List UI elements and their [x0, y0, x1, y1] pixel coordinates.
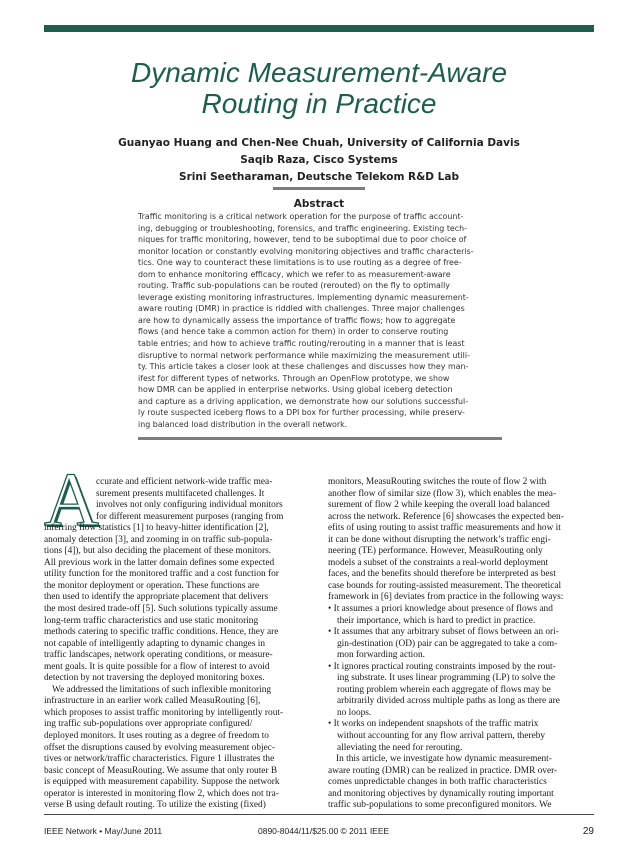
text-line: traffic landscapes, network operating conditions, or measure-	[44, 650, 273, 661]
abstract-line: and capture as a driving application, we demonstrate how our solutions successful-	[138, 396, 469, 406]
abstract-heading: Abstract	[293, 198, 345, 210]
abstract-line: how DMR can be applied in enterprise networks. Using global iceberg detection	[138, 385, 453, 395]
title-line: Dynamic Measurement-Aware	[130, 57, 508, 88]
body-column-left	[44, 477, 316, 812]
abstract-line: aware routing (DMR) in practice is riddled with challenges. Three major challenges	[138, 304, 465, 314]
text-line: their importance, which is hard to predict in practice.	[337, 615, 536, 626]
author-list	[60, 135, 578, 186]
text-line: models a subset of the constraints a real-world deployment	[328, 557, 549, 568]
text-line: inferring flow statistics [1] to heavy-hitter identification [2],	[44, 523, 269, 534]
abstract-line: table entries; and how to achieve traffic routing/rerouting in a manner that is least	[138, 339, 465, 349]
text-line: • It assumes that any arbitrary subset of flows between an ori-	[328, 627, 559, 638]
text-line: gin-destination (OD) pair can be aggregated to take a com-	[337, 638, 558, 649]
abstract-text	[138, 211, 502, 430]
text-line: efits of using routing to assist traffic measurements and how it	[328, 523, 561, 534]
author-line: Srini Seetharaman, Deutsche Telekom R&D Lab	[179, 171, 459, 183]
journal-issue: IEEE Network • May/June 2011	[44, 826, 163, 836]
text-line: the monitor deployment or operation. These functions are	[44, 580, 260, 591]
text-line: case bounds for routing-assisted measurement. The theoretical	[328, 580, 562, 591]
text-line: In this article, we investigate how dynamic measurement-	[336, 754, 552, 765]
text-line: no loops.	[337, 707, 372, 718]
text-line: the most desired trade-off [5]. Such solutions typically assume	[44, 604, 278, 615]
text-line: it can be done without disrupting the network’s traffic engi-	[328, 534, 551, 545]
text-line: framework in [6] deviates from practice in the following ways:	[328, 592, 564, 603]
text-line: anomaly detection [3], and zooming in on traffic sub-popula-	[44, 534, 273, 545]
text-line: detection by not traversing the deployed monitoring boxes.	[44, 673, 265, 684]
author-line: Saqib Raza, Cisco Systems	[240, 154, 398, 166]
text-line: is equipped with measurement capability. Suppose the network	[44, 777, 280, 788]
text-line: ing substrate. It uses linear programming (LP) to solve the	[337, 673, 555, 684]
text-line: surement of flow 2 while keeping the overall load balanced	[328, 500, 550, 511]
text-line: traffic sub-populations to some preconfigured monitors. We	[328, 800, 552, 811]
abstract-line: ing, debugging or troubleshooting, forensics, and traffic engineering. Existing tech-	[138, 223, 467, 233]
text-line: monitors, MeasuRouting switches the route of flow 2 with	[328, 477, 547, 487]
text-line: involves not only configuring individual monitors	[96, 500, 283, 511]
body-column-right	[328, 477, 600, 812]
text-line: tions [4]), but also deciding the placement of these monitors.	[44, 546, 272, 557]
abstract-line: leverage existing monitoring infrastructures. Implementing dynamic measurement-	[138, 292, 469, 302]
text-line: • It assumes a priori knowledge about presence of flows and	[328, 604, 553, 615]
text-line: not capable of intelligently adapting to dynamic changes in	[44, 638, 266, 649]
abstract-line: Traffic monitoring is a critical network operation for the purpose of traffic account-	[138, 212, 464, 221]
abstract-divider	[138, 437, 502, 440]
text-line: tives or network/traffic characteristics. Figure 1 illustrates the	[44, 754, 275, 765]
article-title	[44, 57, 594, 119]
text-line: offset the disruptions caused by evolving measurement objec-	[44, 742, 276, 753]
text-line: comes unpredictable changes in both traffic characteristics	[328, 777, 547, 788]
text-line: utility function for the monitored traffic and a cost function for	[44, 569, 279, 580]
abstract-line: ing balanced load distribution in the overall network.	[138, 419, 348, 429]
abstract-line: ifest for different types of networks. Through an OpenFlow prototype, we show	[138, 373, 450, 383]
abstract-line: ly route suspected iceberg flows to a DPI box for further processing, while preserv-	[138, 408, 465, 418]
text-line: methods catering to specific traffic conditions. Hence, they are	[44, 627, 279, 638]
drop-cap: A	[44, 458, 99, 542]
page-number: 29	[582, 826, 594, 837]
text-line: faces, and the benefits should therefore be interpreted as best	[328, 569, 556, 580]
title-line: Routing in Practice	[201, 88, 437, 119]
abstract-line: flows (and hence take a common action for them) in order to conserve routing	[138, 327, 449, 337]
text-line: mon forwarding action.	[337, 650, 425, 661]
text-line: neering (TE) performance. However, MeasuRouting only	[328, 546, 543, 557]
text-line: operator is interested in monitoring flow 2, which does not tra-	[44, 788, 279, 799]
text-line: aware routing (DMR) can be realized in practice. DMR over-	[328, 765, 558, 776]
text-line: All previous work in the latter domain defines some expected	[44, 557, 275, 568]
text-line: arbitrarily divided across multiple paths as long as there are	[337, 696, 560, 707]
text-line: deployed monitors. It uses routing as a degree of freedom to	[44, 731, 269, 742]
text-line: • It works on independent snapshots of the traffic matrix	[328, 719, 539, 730]
top-accent-rule	[44, 25, 594, 32]
text-line: and monitoring objectives by dynamically routing important	[328, 788, 554, 799]
text-line: We addressed the limitations of such inflexible monitoring	[52, 684, 272, 695]
footer-rule	[44, 814, 594, 815]
abstract-line: niques for traffic monitoring, however, tend to be suboptimal due to poor choice of	[138, 235, 467, 245]
text-line: without accounting for any flow arrival pattern, thereby	[337, 731, 546, 742]
text-line: ment goals. It is quite possible for a flow of interest to avoid	[44, 661, 270, 672]
text-line: then used to identify the appropriate placement that delivers	[44, 592, 269, 603]
text-line: which proposes to assist traffic monitoring by intelligently rout-	[44, 707, 284, 718]
text-line: surement presents multifaceted challenges. It	[96, 488, 265, 499]
abstract-line: ty. This article takes a closer look at these challenges and discusses how they man-	[138, 362, 469, 372]
text-line: routing problem wherein each aggregate of flows may be	[337, 684, 551, 695]
abstract-line: dom to enhance monitoring efficacy, which we refer to as measurement-aware	[138, 269, 451, 279]
text-line: verse B using default routing. To utilize the existing (fixed)	[44, 800, 266, 811]
text-line: • It ignores practical routing constraints imposed by the rout-	[328, 661, 556, 672]
abstract-line: monitor location or constantly evolving monitoring objectives and traffic characteris-	[138, 246, 474, 256]
abstract-line: disruptive to normal network performance while maximizing the measurement utili-	[138, 350, 470, 360]
text-line: long-term traffic characteristics and use static monitoring	[44, 615, 259, 626]
text-line: alleviating the need for rerouting.	[337, 742, 463, 753]
abstract-line: routing. Traffic sub-populations can be routed (rerouted) on the fly to optimally	[138, 281, 450, 291]
text-line: another flow of similar size (flow 3), which enables the mea-	[328, 488, 557, 499]
text-line: for different measurement purposes (ranging from	[96, 511, 284, 522]
text-line: infrastructure in an earlier work called MeasuRouting [6],	[44, 696, 261, 707]
abstract-line: are how to dynamically assess the importance of traffic flows; how to aggregate	[138, 315, 456, 325]
text-line: basic concept of MeasuRouting. We assume that only router B	[44, 765, 278, 776]
text-line: ing traffic sub-populations over appropriate configured/	[44, 719, 253, 730]
author-line: Guanyao Huang and Chen-Nee Chuah, University of California Davis	[118, 137, 520, 149]
text-line: ccurate and efficient network-wide traffic mea-	[96, 477, 273, 487]
text-line: across the network. Reference [6] showcases the expected ben-	[328, 511, 564, 522]
section-divider	[273, 187, 365, 190]
abstract-line: tics. One way to counteract these limitations is to use routing as a degree of free-	[138, 258, 462, 268]
copyright-line: 0890-8044/11/$25.00 © 2011 IEEE	[258, 826, 390, 836]
